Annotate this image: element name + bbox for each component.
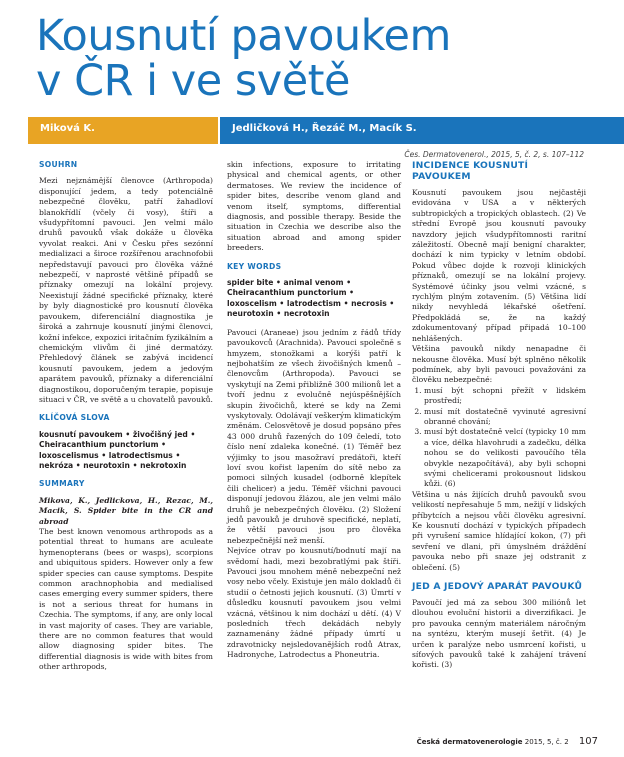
summary-continued: skin infections, exposure to irritating physical and chemical agents, or other dermatoses. We review the incidence of spider bites, describe venom gland and venom itself, symptoms, differential diagnosis, and possible therapy. Beside the situation in Czechia we describe also the situation abroad and among spider breeders.	[227, 160, 401, 253]
column-2	[227, 160, 401, 661]
incidence-paragraph-1: Kousnutí pavoukem jsou nejčastěji evidována v USA a v některých subtropických a tropických oblastech. (2) Ve střední Evropě jsou kousnutí pavouky navzdory jejich všudypřítomnosti raritní záležitostí. Obecně mají benigní charakter, dochází k nim typicky v letním období. Pokud vůbec dojde k rozvoji klinických příznaků, omezují se na lokální projevy. Systémové účinky jsou velmi vzácné, s rychlým plným zotavením. (5) Většina lidí nikdy nevyhledá lékařské ošetření. Předpokládá se, že na každý zdokumentovaný případ připadá 10–100 nehlášených.	[412, 188, 586, 343]
list-item: 3. musí být dostatečně velcí (typicky 10 mm a více, délka hlavohrudi a zadečku, délka nohou se do velikosti pavoučího těla obvykle nezapočítává), aby byli schopni svými chelicerami prokousnout lidskou kůži. (6)	[424, 427, 586, 489]
souhrn-heading: SOUHRN	[39, 160, 78, 169]
issue-info: 2015, 5, č. 2	[524, 738, 569, 746]
intro-paragraph-2: Nejvíce otrav po kousnutí/bodnutí mají na svědomí hadi, mezi bezobratlými pak štíři. Pavouci jsou mnohem méně nebezpeční než vosy nebo včely. Existuje jen málo dokladů či studií o četnosti jejich kousnutí. (3) Úmrtí v důsledku kousnutí pavoukem jsou velmi vzácná, většinou k nim dochází u dětí. (4) V posledních třech dekádách nebyly zaznamenány žádné případy úmrtí u zdravotnicky nejsledovanějších rodů Atrax, Hadronyche, Latrodectus a Phoneutria.	[227, 546, 401, 660]
key-words-heading: KEY WORDS	[227, 261, 282, 271]
venom-paragraph: Pavoučí jed má za sebou 300 miliónů let dlouhou evoluční historii a diverzifikaci. Je pro pavouka cenným materiálem náročným na syntézu, kterým musejí šetřit. (4) Je určen k paralýze nebo usmrcení kořisti, u síťových pavouků také k zahájení trávení kořisti. (3)	[412, 598, 586, 670]
incidence-heading: INCIDENCE KOUSNUTÍ PAVOUKEM	[412, 160, 529, 182]
page-number: 107	[578, 736, 598, 747]
incidence-paragraph-3: Většina u nás žijících druhů pavouků svou velikostí nepřesahuje 5 mm, nežijí v lidských příbytcích a nejsou vůči člověku agresivní. Ke kousnutí dochází v typických případech při vyrušení samice hlídající kokon, (7) při sevření ve dlani, při úmyslném dráždění pavouka nebo při snaze jej odstranit z oblečení. (5)	[412, 489, 586, 572]
key-words: spider bite • animal venom • Cheiracanthium punctorium • loxoscelism • latrodectism • necrosis • neurotoxin • necrotoxin	[227, 278, 395, 319]
column-3	[412, 160, 586, 671]
author-bar	[0, 117, 624, 144]
journal-name: Česká dermatovenerologie	[416, 738, 523, 746]
list-item: 2. musí mít dostatečně vyvinuté agresivní obranné chování;	[424, 407, 586, 428]
incidence-paragraph-2: Většina pavouků nikdy nenapadne či nekousne člověka. Musí být splněno několik podmínek, aby byli pavouci považováni za člověku nebezpečné:	[412, 344, 586, 385]
summary-citation: Mikova, K., Jedlickova, H., Rezac, M., Macik, S. Spider bite in the CR and abroad	[39, 495, 213, 526]
page-footer	[417, 736, 598, 747]
list-item: 1. musí být schopni přežít v lidském prostředí;	[424, 386, 586, 407]
column-1	[39, 160, 213, 673]
intro-paragraph-1: Pavouci (Araneae) jsou jedním z řádů třídy pavoukovců (Arachnida). Pavouci společně s hmyzem, stonožkami a korýši patří k nejbohatším ze všech živočišných kmenů – členovcům (Arthropoda). Pavouci se vyskytují na Zemi přibližně 300 milionů let a tvoří jednu z evolučně nejúspěšnějších skupin živočichů, které se kdy na Zemi vyskytovaly. Odolávají veškerým klimatickým změnám. Celosvětově je dosud popsáno přes 43 000 druhů řazených do 109 čeledí, toto číslo není zdaleka konečné. (1) Téměř bez výjimky to jsou masožraví predátoři, kteří loví svou kořist lapením do sítě nebo za pomoci silných kusadel (odborně klepítek čili chelicer) a jedu. Téměř všichni pavouci disponují jedovou žlázou, ale jen velmi málo druhů je nebezpečných člověku. (2) Složení jedů pavouků je druhově specifické, neplatí, že větší pavouci jsou pro člověka nebezpečnější než menší.	[227, 327, 401, 545]
conditions-list	[412, 386, 586, 490]
summary-text: The best known venomous arthropods as a potential threat to humans are aculeate hymenopterans (bees or wasps), scorpions and ubiquitous spiders. However only a few spider species can cause symptoms. Despite common arachnophobia and medialised cases emerging every summer spiders, there is not a serious threat for humans in Czechia. The symptoms, if any, are only local in vast majority of cases. They are variable, there are no common features that would allow diagnosing spider bites. The differential diagnosis is wide with bites from other arthropods,	[39, 527, 213, 672]
article-title: Kousnutí pavoukem v ČR i ve světě	[36, 11, 451, 106]
klicova-slova: kousnutí pavoukem • živočišný jed • Cheiracanthium punctorium • loxoscelismus • latrodectismus • nekróza • neurotoxin • nekrotoxin	[39, 429, 196, 470]
venom-heading: JED A JEDOVÝ APARÁT PAVOUKŮ	[412, 581, 583, 593]
first-author: Miková K.	[40, 123, 95, 134]
citation: Čes. Dermatovenerol., 2015, 5, č. 2, s. 107–112	[404, 150, 584, 159]
klicova-slova-heading: KLÍČOVÁ SLOVA	[39, 413, 110, 423]
souhrn-text: Mezi nejznámější členovce (Arthropoda) disponující jedem, a tedy potenciálně nebezpečné člověku, patří žahadloví blanokřídlí (včely či vosy), štíři a všudypřítomní pavouci. Jen velmi málo druhů pavouků však dokáže u člověka vyvolat reakci. Ani v Česku přes sezónní medializaci a široce rozšířenou arachnofobii nepředstavují pavouci pro člověka vážné nebezpečí, v naprosté většině případů se příznaky omezují na lokální projevy. Neexistují žádné specifické příznaky, které by byly diagnostické pro kousnutí člověka pavoukem, diferenciální diagnostika je široká a zahrnuje kousnutí jinými členovci, kožní infekce, expozici iritačním fyzikálním a chemickým vlivům či jiné dermatózy. Přehledový článek se zabývá incidencí kousnutí pavoukem, jedem a jedovým aparátem pavouků, příznaky a diferenciální diagnostikou, doporučeným terapie, popisuje situaci v ČR, ve světě a u chovatelů pavouků.	[39, 176, 214, 404]
summary-heading: SUMMARY	[39, 479, 85, 489]
co-authors: Jedličková H., Řezáč M., Macík S.	[232, 123, 417, 134]
